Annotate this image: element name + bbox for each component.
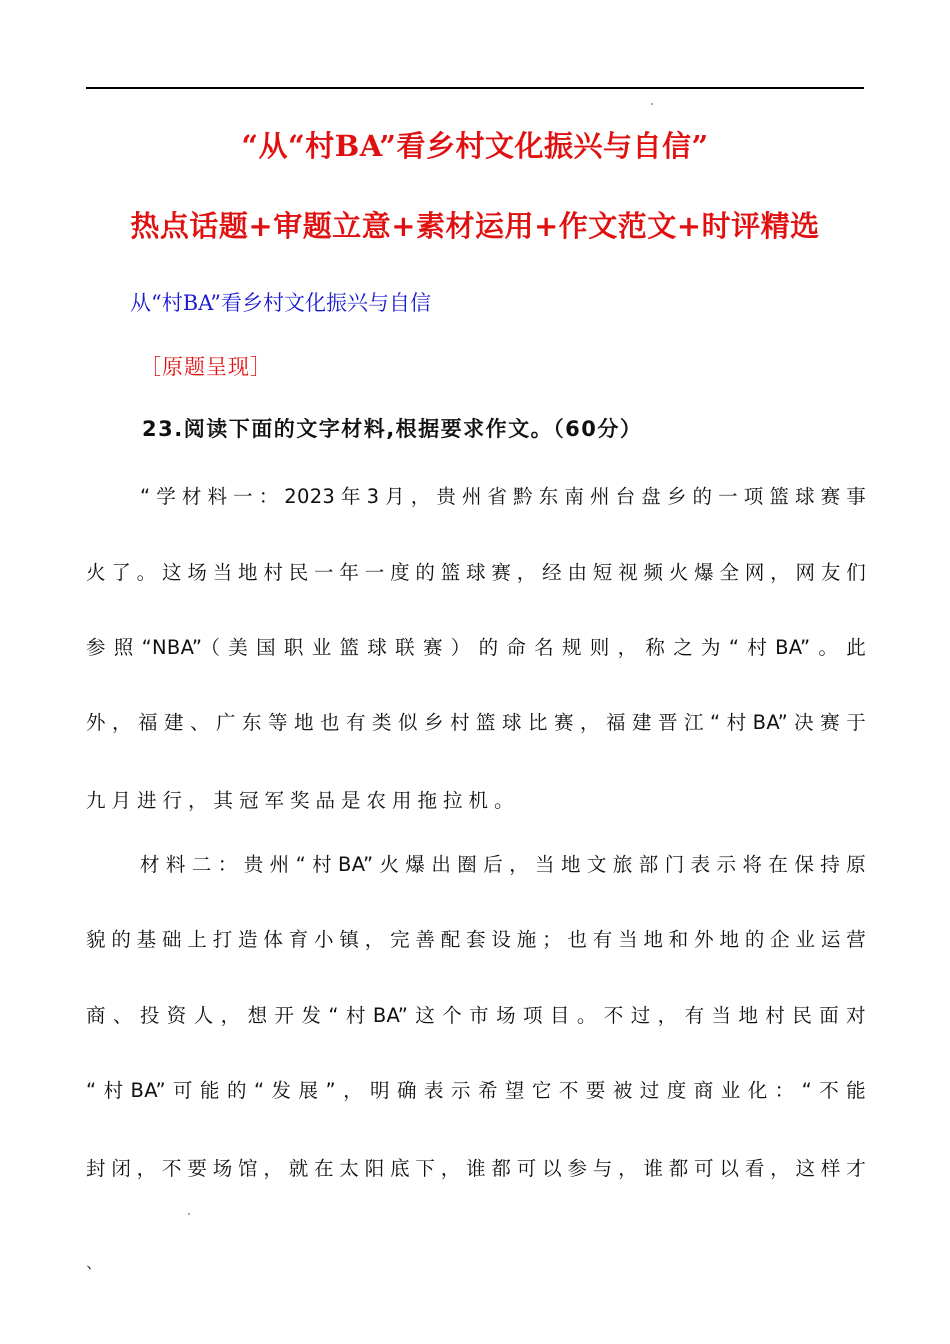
topic-heading: 从“村BA”看乡村文化振兴与自信 xyxy=(130,291,431,315)
page-subtitle: 热点话题+审题立意+素材运用+作文范文+时评精选 xyxy=(130,209,820,243)
material2-line: 商、投资人，想开发“村BA”这个市场项目。不过，有当地村民面对 xyxy=(86,1004,866,1027)
question-prompt: 23.阅读下面的文字材料,根据要求作文。（60分） xyxy=(142,417,643,441)
material2-line: 貌的基础上打造体育小镇，完善配套设施；也有当地和外地的企业运营 xyxy=(86,928,866,951)
material2-line: 封闭，不要场馆，就在太阳底下，谁都可以参与，谁都可以看，这样才 xyxy=(86,1157,866,1180)
material1-line: 火了。这场当地村民一年一度的篮球赛，经由短视频火爆全网，网友们 xyxy=(86,561,866,584)
material2-line: “村BA”可能的“发展”，明确表示希望它不要被过度商业化：“不能 xyxy=(86,1079,866,1102)
material1-line: “学材料一：2023年3月，贵州省黔东南州台盘乡的一项篮球赛事 xyxy=(140,485,866,508)
page-title: “从“村BA”看乡村文化振兴与自信” xyxy=(241,129,709,163)
material1-line: 外，福建、广东等地也有类似乡村篮球比赛，福建晋江“村BA”决赛于 xyxy=(86,711,866,734)
footer-mark: 、 xyxy=(86,1253,103,1272)
section-tag: ［原题呈现］ xyxy=(140,355,272,379)
dot-mark xyxy=(188,1213,190,1215)
material2-line: 材料二：贵州“村BA”火爆出圈后，当地文旅部门表示将在保持原 xyxy=(140,853,866,876)
material1-line: 九月进行，其冠军奖品是农用拖拉机。 xyxy=(86,789,520,812)
top-rule xyxy=(86,87,864,89)
material1-line: 参照“NBA”（美国职业篮球联赛）的命名规则，称之为“村BA”。此 xyxy=(86,636,866,659)
dot-mark xyxy=(651,103,653,105)
